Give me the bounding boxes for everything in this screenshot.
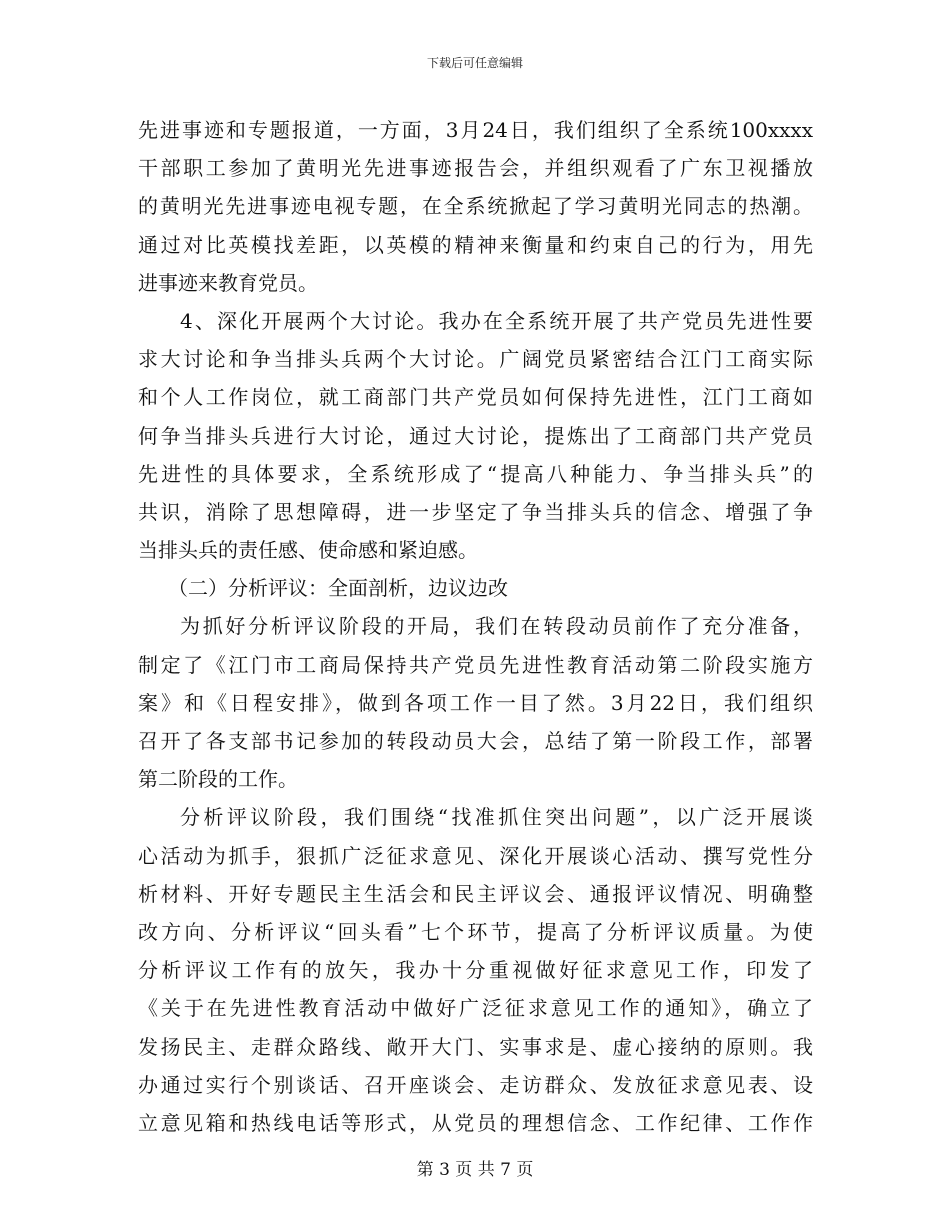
text-line: 求大讨论和争当排头兵两个大讨论。广阔党员紧密结合江门工商实际 (138, 347, 813, 372)
text-line: 改方向、分析评议“回头看”七个环节，提高了分析评议质量。为使 (138, 919, 813, 944)
text-line: 制定了《江门市工商局保持共产党员先进性教育活动第二阶段实施方 (138, 652, 813, 677)
text-line: 析材料、开好专题民主生活会和民主评议会、通报评议情况、明确整 (138, 881, 813, 906)
text-line: 通过对比英模找差距，以英模的精神来衡量和约束自己的行为，用先 (138, 232, 813, 257)
text-line: 召开了各支部书记参加的转段动员大会，总结了第一阶段工作，部署 (138, 729, 813, 753)
text-line: 分析评议阶段，我们围绕“找准抓住突出问题”，以广泛开展谈 (180, 805, 813, 830)
text-line: 分析评议工作有的放矢，我办十分重视做好征求意见工作，印发了 (138, 958, 813, 983)
text-line: 和个人工作岗位，就工商部门共产党员如何保持先进性，江门工商如 (138, 385, 813, 410)
text-line: 发扬民主、走群众路线、敞开大门、实事求是、虚心接纳的原则。我 (138, 1034, 813, 1059)
text-line: （二）分析评议：全面剖析，边议边改 (168, 576, 508, 601)
text-line: 干部职工参加了黄明光先进事迹报告会，并组织观看了广东卫视播放 (138, 156, 813, 181)
text-line: 先进事迹和专题报道，一方面，3月24日，我们组织了全系统100xxxx (138, 118, 813, 142)
text-line: 先进性的具体要求，全系统形成了“提高八种能力、争当排头兵”的 (138, 461, 813, 486)
text-line: 4、深化开展两个大讨论。我办在全系统开展了共产党员先进性要 (180, 308, 813, 333)
body-text (138, 111, 813, 1142)
text-line: 立意见箱和热线电话等形式，从党员的理想信念、工作纪律、工作作 (138, 1110, 813, 1135)
text-line: 的黄明光先进事迹电视专题，在全系统掀起了学习黄明光同志的热潮。 (138, 194, 813, 219)
page-footer: 第 3 页 共 7 页 (416, 1160, 534, 1180)
text-line: 何争当排头兵进行大讨论，通过大讨论，提炼出了工商部门共产党员 (138, 423, 813, 448)
text-line: 案》和《日程安排》，做到各项工作一目了然。3月22日，我们组织 (138, 690, 813, 715)
text-line: 当排头兵的责任感、使命感和紧迫感。 (138, 538, 478, 563)
page-header: 下载后可任意编辑 (426, 56, 523, 70)
text-line: 进事迹来教育党员。 (138, 270, 318, 295)
text-line: 《关于在先进性教育活动中做好广泛征求意见工作的通知》，确立了 (138, 996, 813, 1021)
text-line: 心活动为抓手，狠抓广泛征求意见、深化开展谈心活动、撰写党性分 (138, 843, 813, 868)
text-line: 为抓好分析评议阶段的开局，我们在转段动员前作了充分准备， (180, 614, 813, 639)
text-line: 第二阶段的工作。 (138, 767, 298, 792)
text-line: 办通过实行个别谈话、召开座谈会、走访群众、发放征求意见表、设 (138, 1072, 813, 1097)
text-line: 共识，消除了思想障碍，进一步坚定了争当排头兵的信念、增强了争 (138, 499, 813, 524)
